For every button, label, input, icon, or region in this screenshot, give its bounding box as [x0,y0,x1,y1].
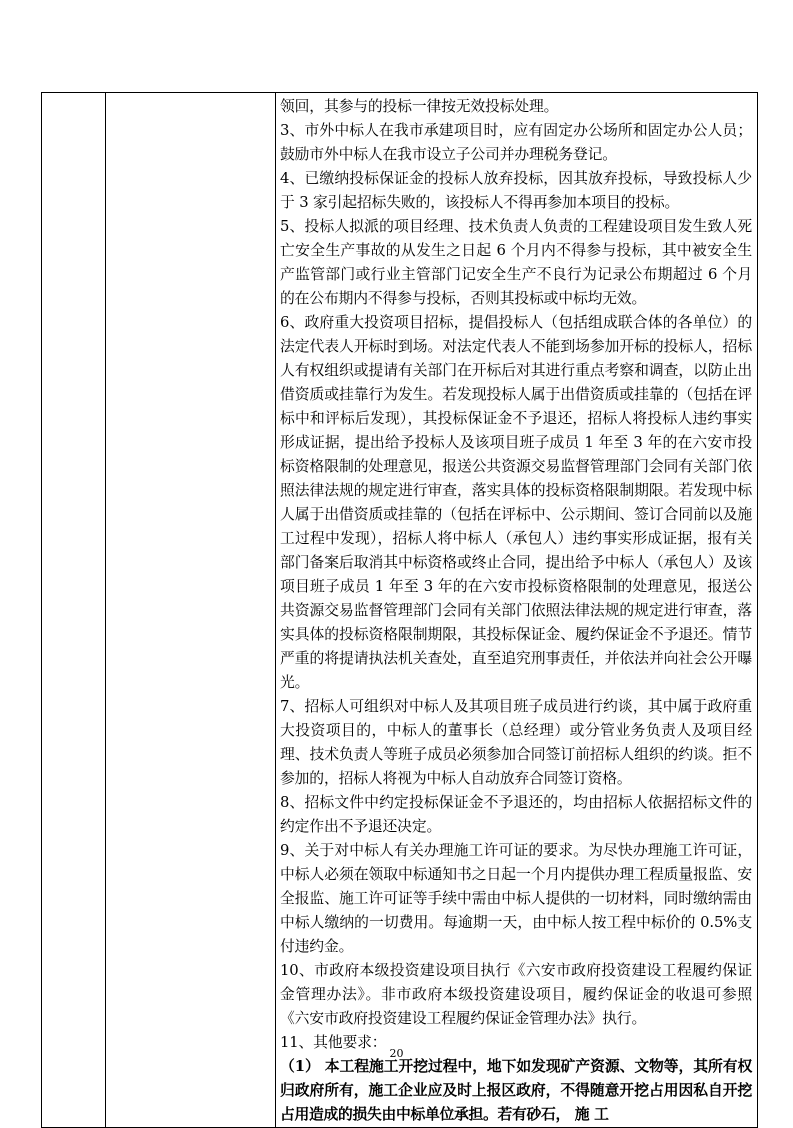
paragraph-item-9: 9、关于对中标人有关办理施工许可证的要求。为尽快办理施工许可证，中标人必须在领取中标通知书之日起一个月内提供办理工程质量报监、安全报监、施工许可证等手续中需由中标人提供的一切材料，同时缴纳需由中标人缴纳的一切费用。每逾期一天，由中标人按工程中标价的 0.5%支付违约金。 [280,842,752,955]
requirements-table [41,92,758,1128]
table-cell-content [276,93,758,1128]
paragraph-item-5: 5、投标人拟派的项目经理、技术负责人负责的工程建设项目发生致人死亡安全生产事故的从发生之日起 6 个月内不得参与投标，其中被安全生产监管部门或行业主管部门记安全生产不良行为记录公布期超过 6 个月的在公布期内不得参与投标，否则其投标或中标均无效。 [280,218,752,307]
paragraph-continued: 领回，其参与的投标一律按无效投标处理。 [280,98,559,115]
table-cell-item [106,93,276,1128]
table-row [42,93,758,1128]
content-text [276,93,757,1127]
paragraph-item-10: 10、市政府本级投资建设项目执行《六安市政府投资建设工程履约保证金管理办法》。非市政府本级投资建设项目，履约保证金的收退可参照《六安市政府投资建设工程履约保证金管理办法》执行。 [280,962,752,1027]
paragraph-item-11: 11、其他要求： [280,1034,387,1051]
paragraph-item-4: 4、已缴纳投标保证金的投标人放弃投标，因其放弃投标，导致投标人少于 3 家引起招标失败的，该投标人不得再参加本项目的投标。 [280,170,752,211]
page-number: 20 [389,1047,404,1060]
paragraph-item-6: 6、政府重大投资项目招标，提倡投标人（包括组成联合体的各单位）的法定代表人开标时到场。对法定代表人不能到场参加开标的投标人，招标人有权组织或提请有关部门在开标后对其进行重点考察和调查，以防止出借资质或挂靠行为发生。若发现投标人属于出借资质或挂靠的（包括在评标中和评标后发现），其投标保证金不予退还，招标人将投标人违约事实形成证据，提出给予投标人及该项目班子成员 1 年至 3 年的在六安市投标资格限制的处理意见，报送公共资源交易监督管理部门会同有关部门依照法律法规的规定进行审查，落实具体的投标资格限制期限。若发现中标人属于出借资质或挂靠的（包括在评标中、公示期间、签订合同前以及施工过程中发现），招标人将中标人（承包人）违约事实形成证据，报有关部门备案后取消其中标资格或终止合同，提出给予中标人（承包人）及该项目班子成员 1 年至 3 年的在六安市投标资格限制的处理意见，报送公共资源交易监督管理部门会同有关部门依照法律法规的规定进行审查，落实具体的投标资格限制期限，其投标保证金、履约保证金不予退还。情节严重的将提请执法机关查处，直至追究刑事责任，并依法并向社会公开曝光。 [280,314,752,691]
paragraph-bold-requirement: （1） 本工程施工开挖过程中，地下如发现矿产资源、文物等，其所有权归政府所有，施工企业应及时上报区政府，不得随意开挖占用因私自开挖占用造成的损失由中标单位承担。若有砂石， 施 工 [280,1058,752,1123]
paragraph-item-7: 7、招标人可组织对中标人及其项目班子成员进行约谈，其中属于政府重大投资项目的，中标人的董事长（总经理）或分管业务负责人及项目经理、技术负责人等班子成员必须参加合同签订前招标人组织的约谈。拒不参加的，招标人将视为中标人自动放弃合同签订资格。 [280,698,752,787]
paragraph-item-3: 3、市外中标人在我市承建项目时，应有固定办公场所和固定办公人员；鼓励市外中标人在我市设立子公司并办理税务登记。 [280,122,752,163]
table-cell-index [42,93,106,1128]
paragraph-item-8: 8、招标文件中约定投标保证金不予退还的，均由招标人依据招标文件的约定作出不予退还决定。 [280,794,752,835]
